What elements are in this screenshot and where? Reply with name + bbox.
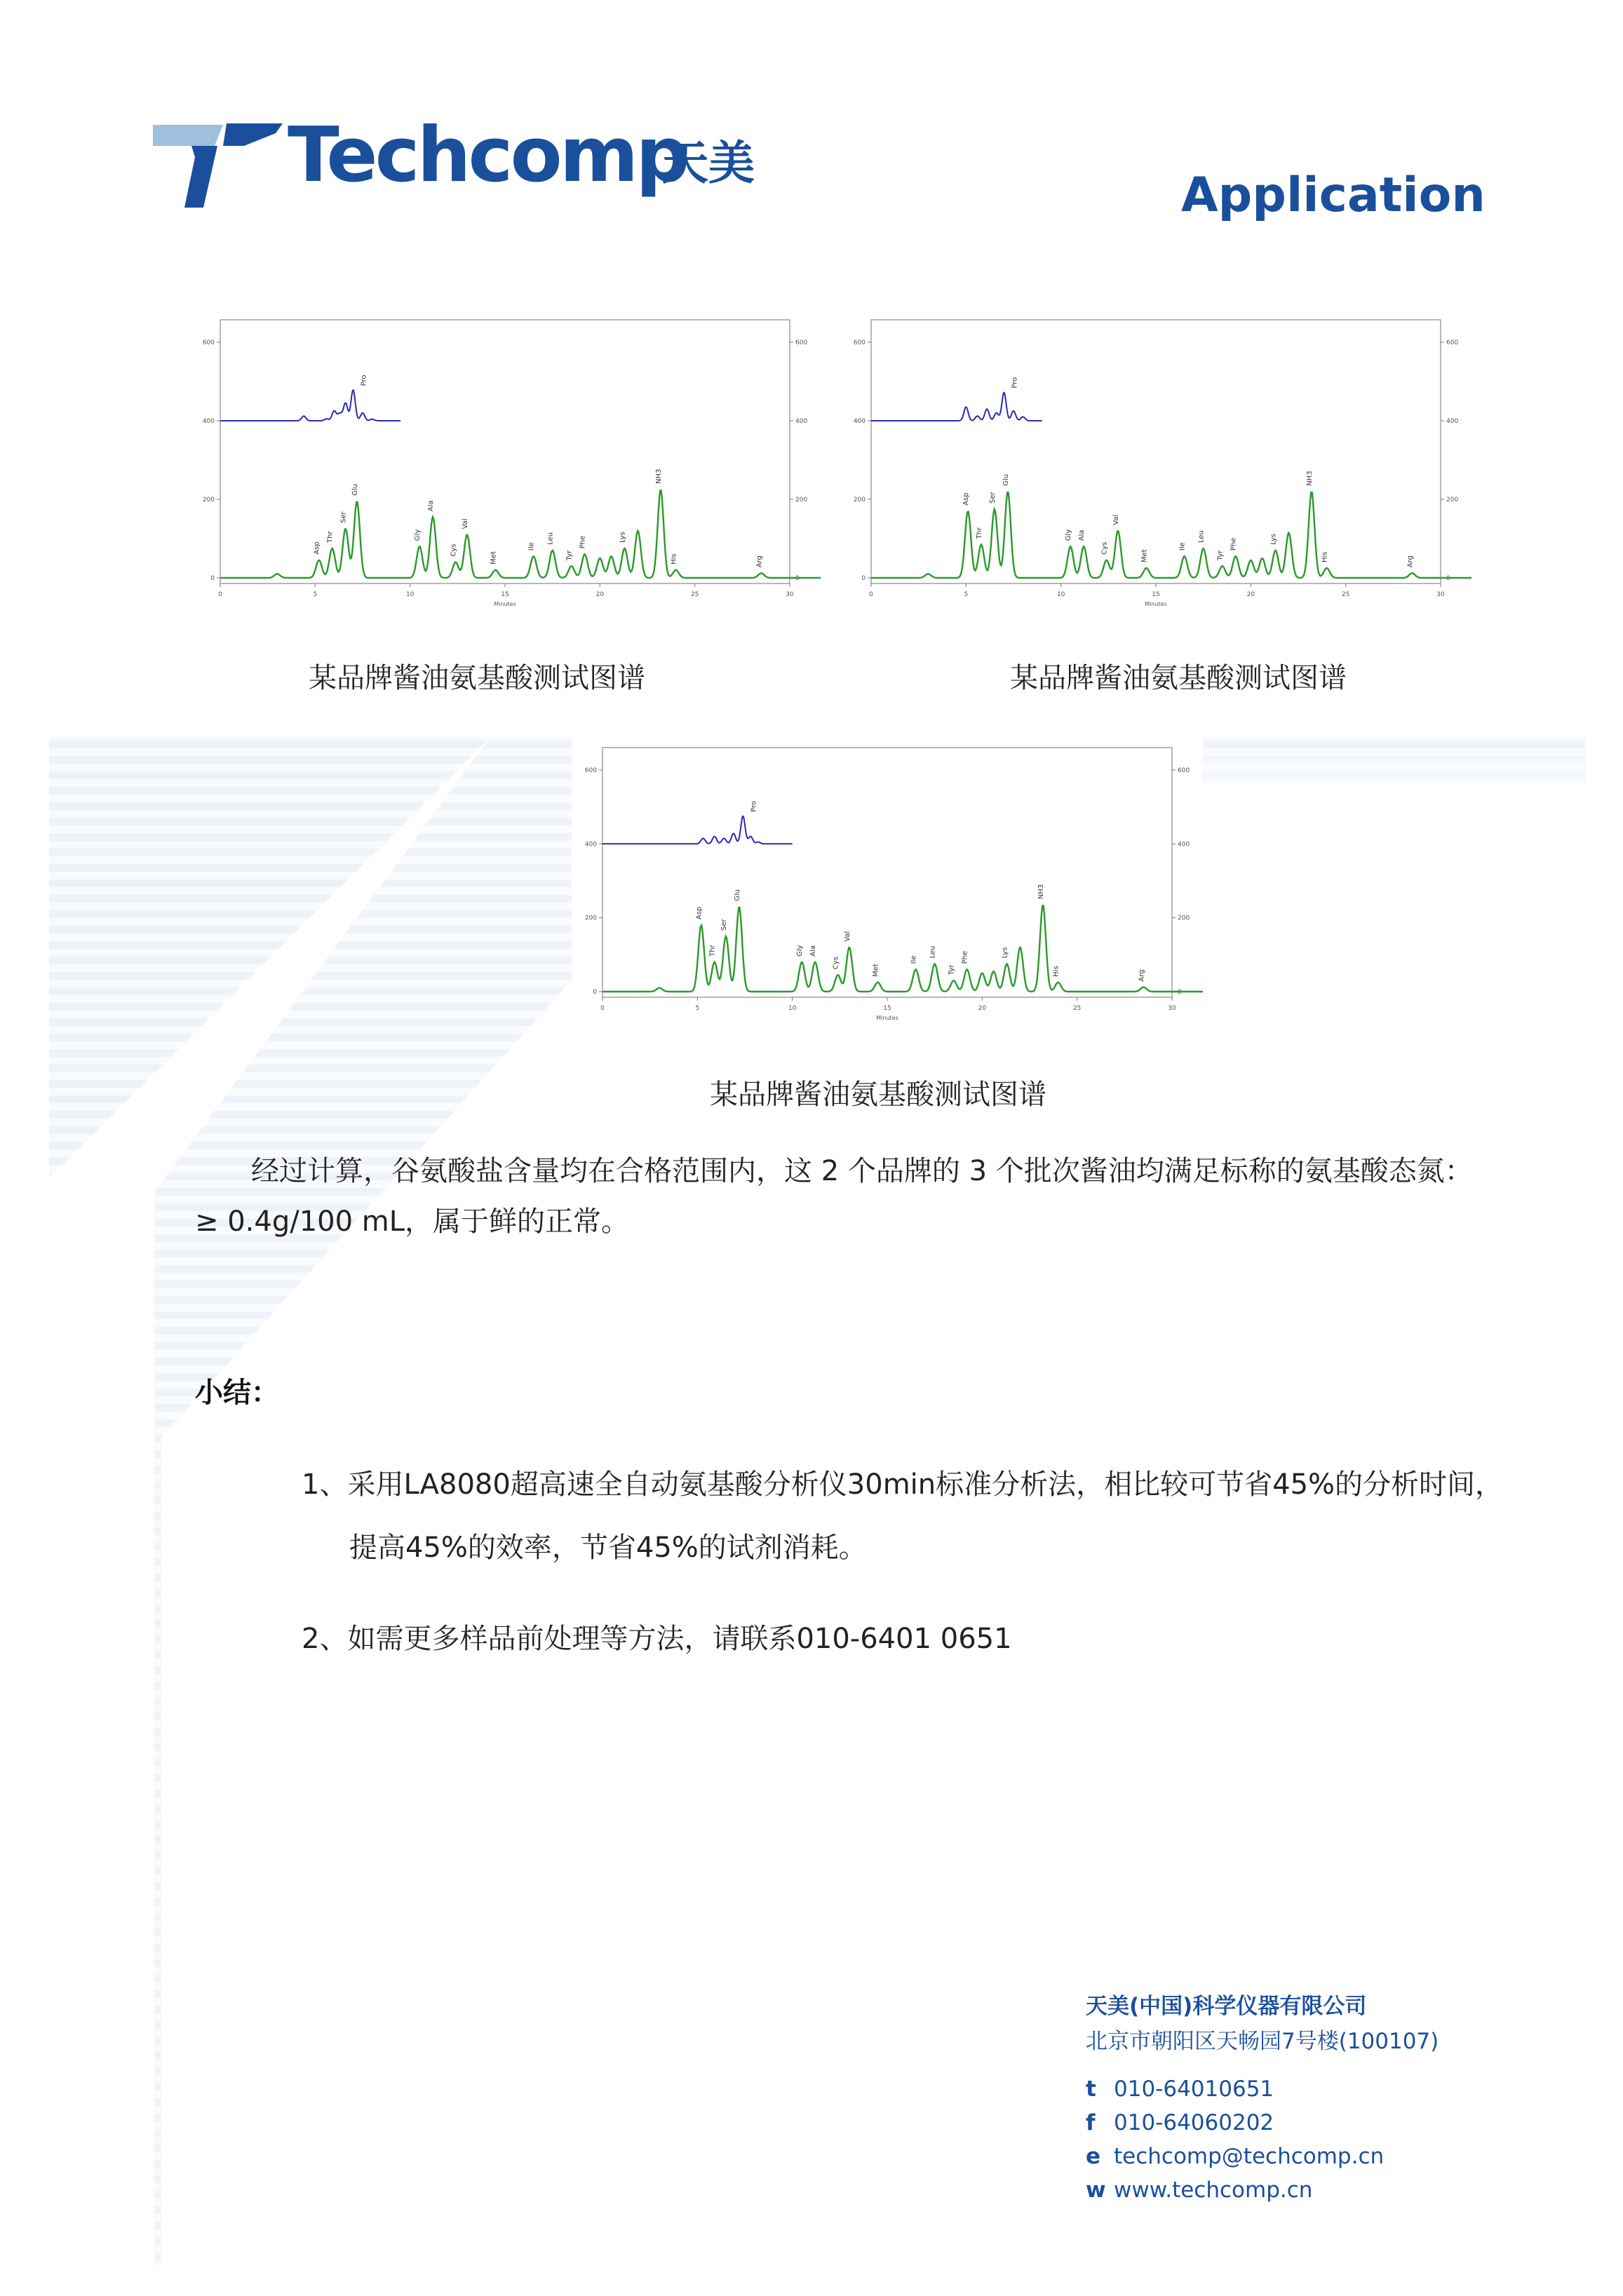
body-paragraph-line-1: 经过计算，谷氨酸盐含量均在合格范围内，这 2 个品牌的 3 个批次酱油均满足标称的氨基酸态氮： [251, 1155, 1473, 1187]
pro-trace-line [220, 390, 400, 421]
y-tick-label: 400 [584, 841, 597, 849]
plot-frame [602, 748, 1172, 997]
peak-label: Val [461, 518, 469, 529]
contact-email [1086, 2146, 1384, 2168]
y-tick-label-right: 200 [795, 497, 808, 504]
x-tick-label: 25 [1341, 591, 1350, 598]
plot-frame [871, 320, 1441, 583]
peak-label: Ala [427, 500, 436, 512]
y-tick-label: 400 [202, 418, 215, 425]
x-tick-label: 0 [869, 591, 873, 598]
peak-label: Cys [832, 957, 840, 970]
peak-label: Arg [1138, 969, 1146, 982]
y-tick-label: 0 [861, 575, 866, 582]
peak-label: Ile [910, 955, 918, 964]
peak-label: Val [843, 931, 851, 942]
chart-caption-2: 某品牌酱油氨基酸测试图谱 [1010, 662, 1347, 694]
x-axis-label: Minutes [1145, 601, 1167, 607]
peak-label: Glu [733, 889, 741, 901]
y-tick-label-right: 200 [1446, 497, 1459, 504]
peak-label: His [1321, 551, 1329, 562]
pro-peak-label: Pro [360, 374, 368, 386]
y-tick-label: 0 [593, 989, 597, 996]
peak-label: Leu [546, 532, 555, 545]
peak-label: Ile [1178, 542, 1187, 551]
x-tick-label: 10 [788, 1005, 797, 1012]
x-tick-label: 15 [883, 1005, 891, 1012]
amino-acid-trace-line [602, 906, 1203, 992]
peak-label: Ser [339, 511, 348, 523]
contact-fax [1086, 2112, 1274, 2134]
y-tick-label-right: 400 [1446, 418, 1459, 425]
y-tick-label-right: 200 [1178, 914, 1190, 922]
peak-label: Phe [1230, 537, 1238, 551]
peak-label: Gly [796, 945, 804, 957]
y-tick-label-right: 600 [795, 339, 808, 346]
peak-label: Ser [988, 492, 997, 504]
peak-label: Ala [1078, 529, 1086, 541]
phone-label: t [1086, 2076, 1096, 2102]
x-tick-label: 10 [405, 591, 415, 598]
peak-label: Tyr [565, 550, 574, 561]
peak-label: NH3 [1037, 884, 1045, 900]
x-tick-label: 20 [595, 591, 605, 598]
company-name: 天美(中国)科学仪器有限公司 [1086, 1994, 1367, 2019]
peak-label: Phe [579, 535, 587, 549]
x-tick-label: 15 [1152, 591, 1160, 598]
email-value[interactable]: techcomp@techcomp.cn [1114, 2144, 1385, 2169]
x-tick-label: 20 [1246, 591, 1255, 598]
pro-peak-label: Pro [1011, 377, 1019, 389]
phone-value: 010-64010651 [1114, 2076, 1274, 2102]
chromatogram-1 [189, 309, 821, 631]
section-title: Application [1181, 168, 1486, 223]
y-tick-label: 600 [584, 767, 597, 774]
peak-label: Ala [809, 945, 818, 957]
pro-trace-line [602, 816, 793, 844]
peak-label: Ser [720, 919, 728, 931]
amino-acid-trace-line [871, 492, 1472, 578]
y-tick-label: 600 [853, 339, 866, 346]
peak-label: Gly [1065, 529, 1073, 541]
peak-label: Cys [1100, 541, 1109, 555]
x-tick-label: 5 [695, 1005, 700, 1012]
peak-label: His [670, 553, 678, 565]
y-tick-label-right: 600 [1178, 767, 1190, 774]
contact-website [1086, 2177, 1313, 2203]
y-tick-label-right: 0 [795, 575, 800, 582]
peak-label: Glu [351, 483, 359, 496]
peak-label: Thr [326, 531, 335, 543]
x-tick-label: 5 [313, 591, 318, 598]
x-axis-label: Minutes [494, 601, 516, 607]
x-tick-label: 20 [978, 1005, 987, 1012]
y-tick-label: 200 [584, 914, 597, 922]
y-tick-label-right: 400 [795, 418, 808, 425]
email-label: e [1086, 2144, 1101, 2169]
peak-label: Lys [1270, 534, 1278, 545]
fax-value: 010-64060202 [1114, 2110, 1274, 2135]
chromatogram-2 [840, 309, 1472, 631]
peak-label: Met [490, 551, 498, 565]
y-tick-label: 0 [210, 575, 215, 582]
peak-label: NH3 [654, 468, 663, 484]
peak-label: Tyr [1216, 550, 1225, 561]
peak-label: Arg [755, 555, 764, 568]
summary-item-1-line-1: 1、采用LA8080超高速全自动氨基酸分析仪30min标准分析法，相比较可节省45%的分析时间， [302, 1468, 1504, 1501]
x-tick-label: 15 [501, 591, 509, 598]
techcomp-logo-icon [153, 118, 286, 209]
peak-label: Ile [527, 542, 536, 551]
y-tick-label: 600 [202, 339, 215, 346]
peak-label: Leu [929, 945, 937, 959]
peak-label: NH3 [1305, 471, 1314, 486]
peak-label: Met [1140, 549, 1149, 562]
x-tick-label: 0 [600, 1005, 605, 1012]
peak-label: Asp [962, 492, 971, 506]
body-paragraph-line-2: ≥ 0.4g/100 mL，属于鲜的正常。 [195, 1206, 630, 1238]
y-tick-label: 200 [202, 497, 215, 504]
peak-label: Thr [975, 527, 983, 539]
chart-caption-1: 某品牌酱油氨基酸测试图谱 [309, 662, 645, 694]
contact-phone [1086, 2076, 1274, 2102]
x-axis-label: Minutes [876, 1015, 898, 1021]
y-tick-label-right: 0 [1178, 989, 1182, 996]
peak-label: Lys [1001, 947, 1009, 959]
peak-label: Arg [1406, 555, 1415, 568]
x-tick-label: 25 [690, 591, 699, 598]
logo-chinese: 天美 [662, 136, 755, 190]
peak-label: Leu [1197, 530, 1206, 543]
peak-label: Tyr [948, 964, 956, 975]
peak-label: Met [872, 964, 880, 977]
y-tick-label-right: 400 [1178, 841, 1190, 849]
x-tick-label: 25 [1072, 1005, 1082, 1012]
pro-peak-label: Pro [750, 800, 758, 812]
y-tick-label-right: 600 [1446, 339, 1459, 346]
summary-item-1-line-2: 提高45%的效率，节省45%的试剂消耗。 [349, 1532, 867, 1564]
x-tick-label: 30 [1168, 1005, 1176, 1012]
peak-label: Phe [961, 950, 969, 964]
plot-frame [220, 320, 790, 583]
website-value[interactable]: www.techcomp.cn [1114, 2177, 1313, 2203]
y-tick-label-right: 0 [1446, 575, 1450, 582]
x-tick-label: 30 [786, 591, 794, 598]
x-tick-label: 30 [1436, 591, 1445, 598]
peak-label: His [1052, 966, 1060, 977]
peak-label: Thr [708, 945, 717, 957]
summary-item-2: 2、如需更多样品前处理等方法，请联系010-6401 0651 [302, 1623, 1012, 1655]
website-label: w [1086, 2177, 1106, 2203]
company-address: 北京市朝阳区天畅园7号楼(100107) [1086, 2029, 1439, 2054]
y-tick-label: 400 [853, 418, 866, 425]
y-tick-label: 200 [853, 497, 866, 504]
peak-label: Asp [313, 541, 321, 555]
peak-label: Glu [1002, 473, 1010, 486]
peak-label: Val [1112, 514, 1120, 525]
fax-label: f [1086, 2110, 1096, 2135]
peak-label: Cys [450, 543, 458, 557]
chromatogram-3 [572, 736, 1203, 1045]
peak-label: Asp [695, 906, 703, 920]
x-tick-label: 10 [1056, 591, 1065, 598]
peak-label: Gly [414, 529, 422, 541]
amino-acid-trace-line [220, 490, 821, 578]
chart-caption-3: 某品牌酱油氨基酸测试图谱 [710, 1079, 1046, 1111]
pro-trace-line [871, 393, 1042, 421]
logo-wordmark: Techcomp [288, 112, 687, 199]
x-tick-label: 5 [964, 591, 969, 598]
summary-heading: 小结： [195, 1377, 279, 1409]
peak-label: Lys [619, 532, 627, 543]
x-tick-label: 0 [218, 591, 222, 598]
